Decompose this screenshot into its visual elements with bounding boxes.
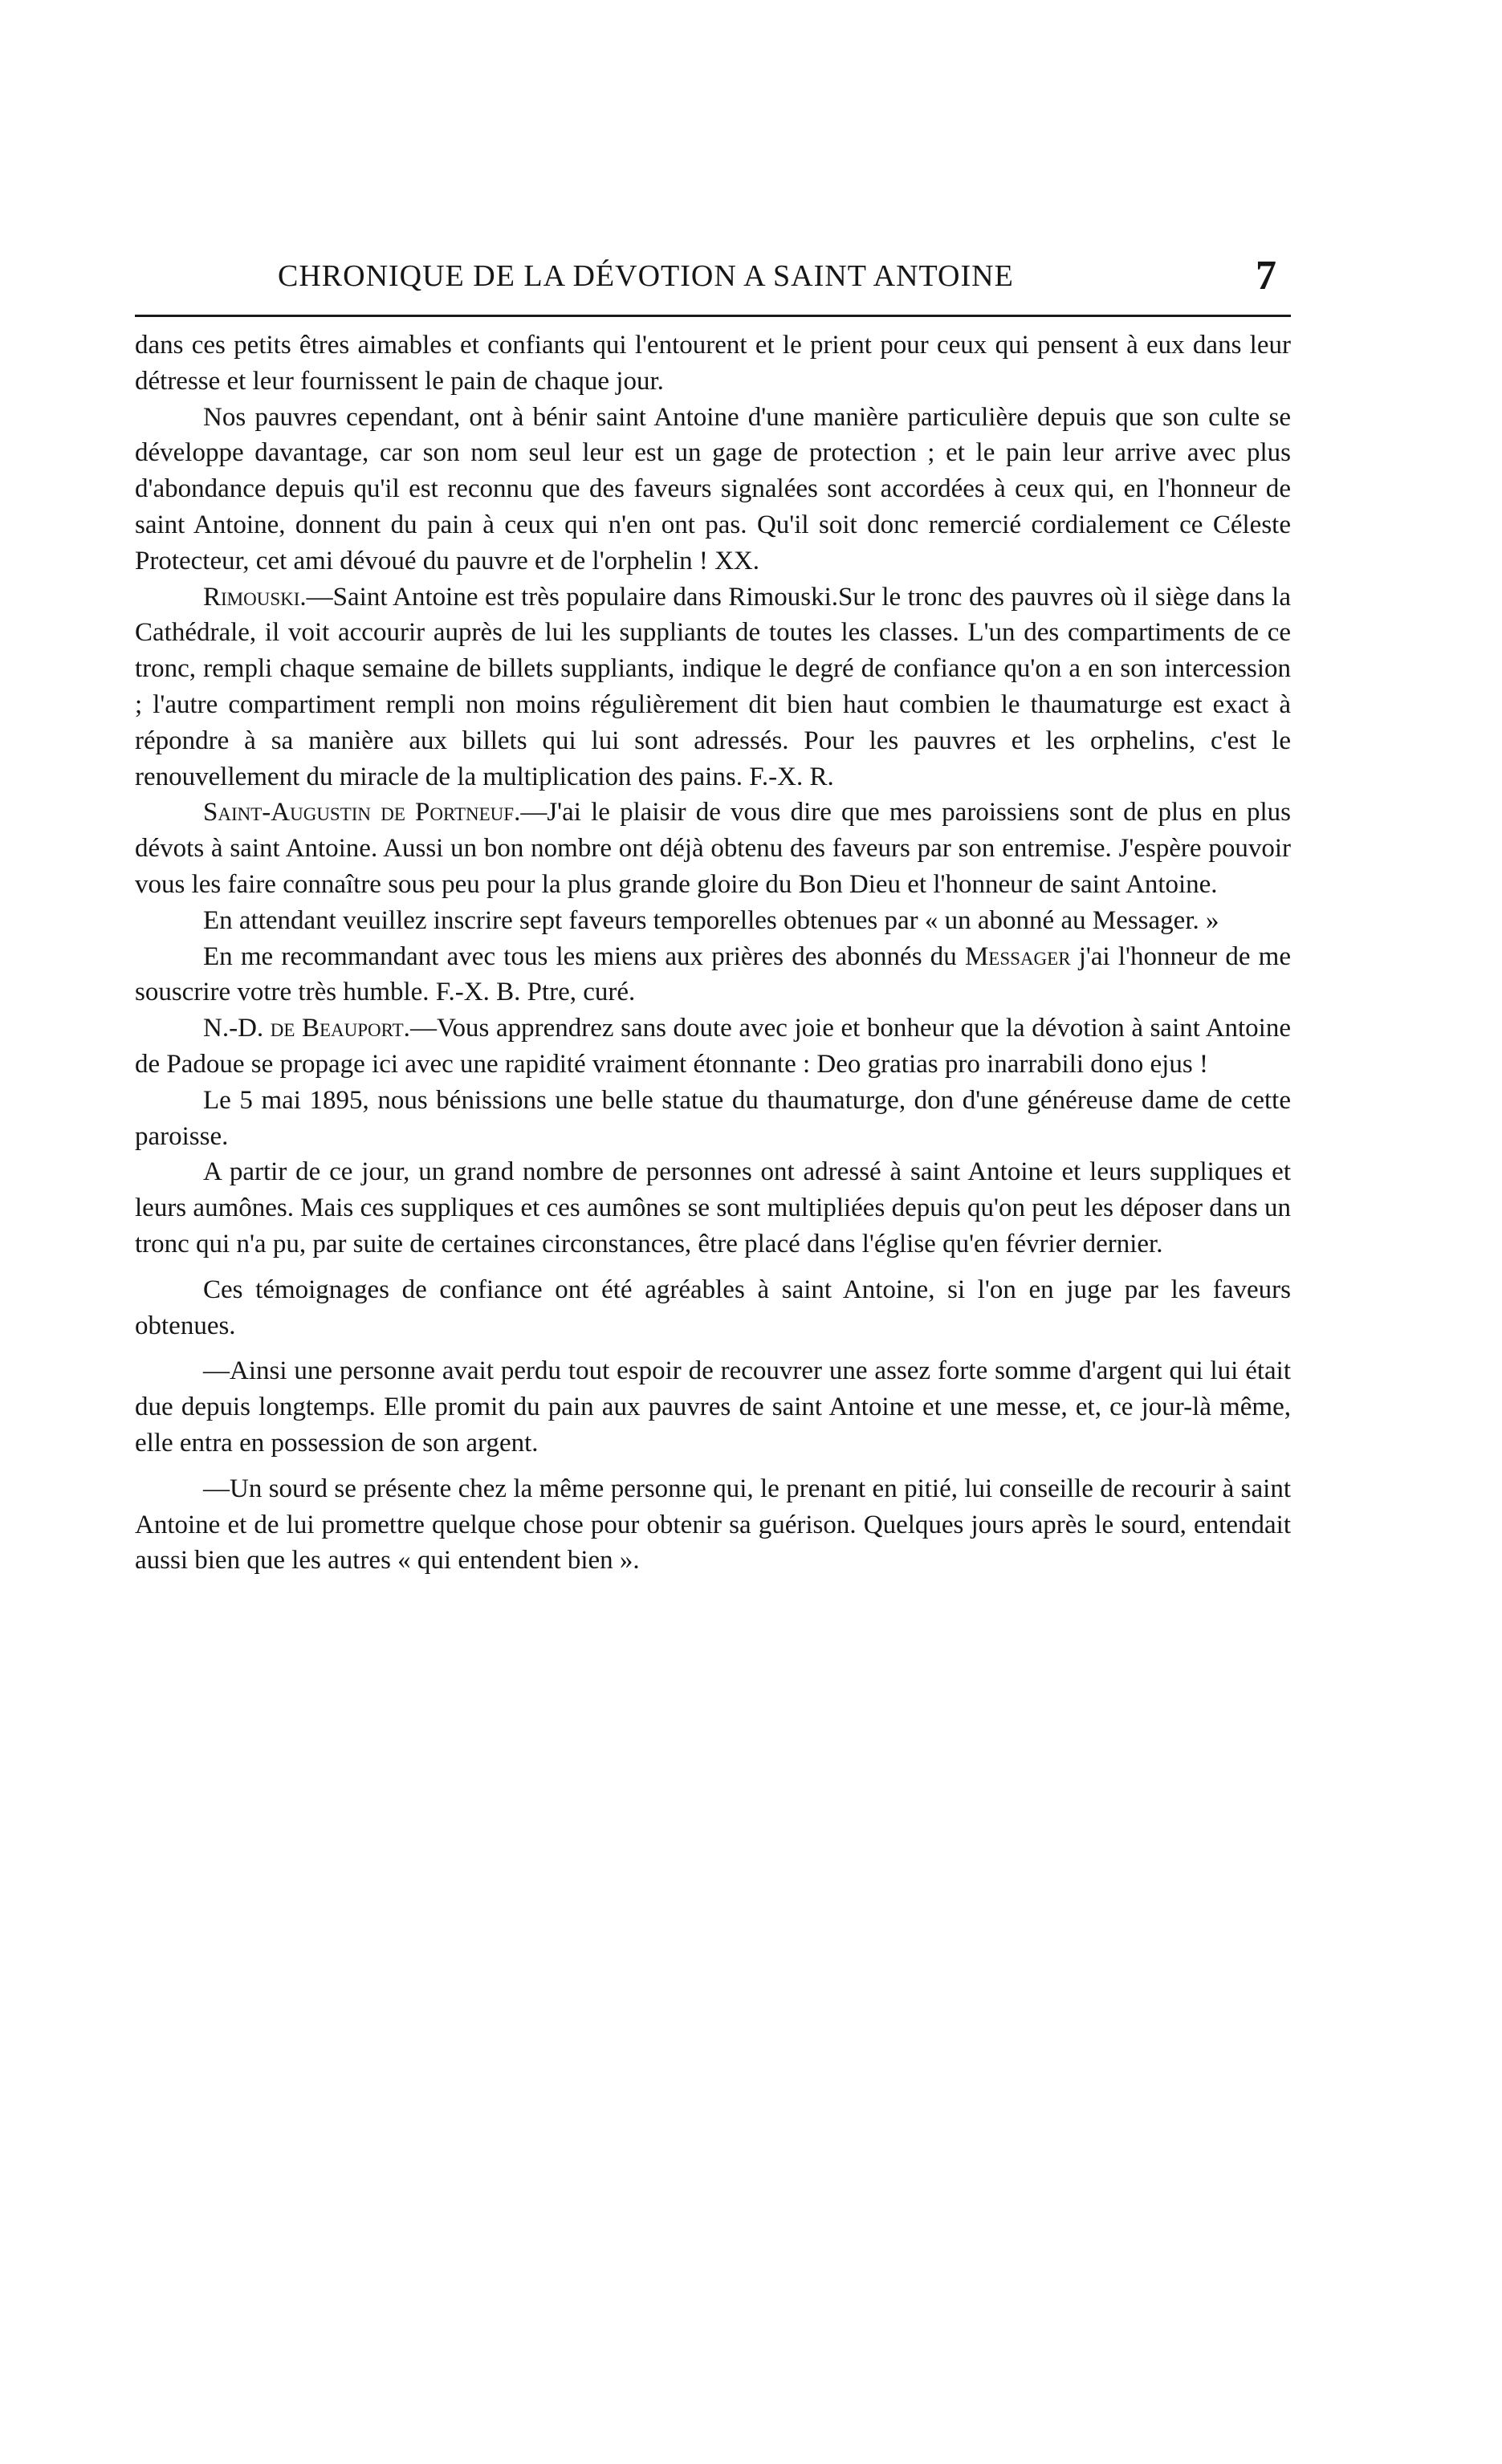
paragraph-beauport: [135, 1010, 1291, 1083]
page-number: 7: [1256, 253, 1276, 299]
paragraph-text: Ces témoignages de confiance ont été agréables à saint Antoine, si l'on en juge par les faveurs obtenues.: [135, 1275, 1291, 1340]
place-name: N.-D. de Beauport.: [203, 1014, 410, 1043]
paragraph: [135, 903, 1291, 939]
article-body: [135, 327, 1291, 1579]
paragraph-text: —Saint Antoine est très populaire dans Rimouski.Sur le tronc des pauvres où il siège dans la Cathédrale, il voit accourir auprès de lui les suppliants de toutes les classes. L'un des compartiments de ce tronc, rempli chaque semaine de billets suppliants, indique le degré de confiance qu'on a en son intercession ; l'autre compartiment rempli non moins régulièrement dit bien haut combien le thaumaturge est exact à répondre à sa manière aux billets qui lui sont adressés. Pour les pauvres et les orphelins, c'est le renouvellement du miracle de la multiplication des pains. F.-X. R.: [135, 582, 1291, 791]
header-rule: [135, 315, 1291, 317]
paragraph-text: En attendant veuillez inscrire sept faveurs temporelles obtenues par « un abonné au Messager. »: [203, 905, 1219, 935]
paragraph-text: dans ces petits êtres aimables et confiants qui l'entourent et le prient pour ceux qui pensent à eux dans leur détresse et leur fournissent le pain de chaque jour.: [135, 331, 1291, 396]
paragraph-signature: [135, 939, 1291, 1011]
paragraph: [135, 1154, 1291, 1262]
paragraph-text: —Vous apprendrez sans doute avec joie et bonheur que la dévotion à saint Antoine de Padoue se propage ici avec une rapidité vraiment étonnante : Deo gratias pro inarrabili dono ejus !: [135, 1014, 1291, 1079]
paragraph: [135, 1353, 1291, 1461]
paragraph-rimouski: [135, 579, 1291, 795]
paragraph: [135, 1272, 1291, 1344]
page-header: [135, 253, 1291, 303]
publication-name: Messager: [964, 941, 1071, 971]
paragraph-text: —J'ai le plaisir de vous dire que mes paroissiens sont de plus en plus dévots à saint Antoine. Aussi un bon nombre ont déjà obtenu des faveurs par son entremise. J'espère pouvoir vous les faire connaître sous peu pour la plus grande gloire du Bon Dieu et l'honneur de saint Antoine.: [135, 798, 1291, 899]
paragraph-text: j'ai l'honneur de me souscrire votre très humble. F.-X. B. Ptre, curé.: [135, 941, 1291, 1007]
running-title: CHRONIQUE DE LA DÉVOTION A SAINT ANTOINE: [278, 259, 1014, 293]
paragraph-text: En me recommandant avec tous les miens aux prières des abonnés du: [203, 941, 965, 971]
paragraph-text: —Un sourd se présente chez la même personne qui, le prenant en pitié, lui conseille de recourir à saint Antoine et de lui promettre quelque chose pour obtenir sa guérison. Quelques jours après le sourd, entendait aussi bien que les autres « qui entendent bien ».: [135, 1474, 1291, 1576]
paragraph-saint-augustin: [135, 795, 1291, 902]
place-name: Saint-Augustin de Portneuf.: [203, 798, 521, 827]
paragraph-text: Nos pauvres cependant, ont à bénir saint Antoine d'une manière particulière depuis que son culte se développe davantage, car son nom seul leur est un gage de protection ; et le pain leur arrive avec plus d'abondance depuis qu'il est reconnu que des faveurs signalées sont accordées à ceux qui, en l'honneur de saint Antoine, donnent du pain à ceux qui n'en ont pas. Qu'il soit donc remercié cordialement ce Céleste Protecteur, cet ami dévoué du pauvre et de l'orphelin ! XX.: [135, 402, 1291, 575]
place-name: Rimouski.: [203, 582, 307, 612]
paragraph-text: A partir de ce jour, un grand nombre de personnes ont adressé à saint Antoine et leurs suppliques et leurs aumônes. Mais ces suppliques et ces aumônes se sont multipliées depuis qu'on peut les déposer dans un tronc qui n'a pu, par suite de certaines circonstances, être placé dans l'église qu'en février dernier.: [135, 1157, 1291, 1258]
paragraph-text: Le 5 mai 1895, nous bénissions une belle statue du thaumaturge, don d'une généreuse dame de cette paroisse.: [135, 1085, 1291, 1151]
paragraph-continuation: [135, 327, 1291, 400]
paragraph: [135, 1083, 1291, 1155]
paragraph-text: —Ainsi une personne avait perdu tout espoir de recouvrer une assez forte somme d'argent qui lui était due depuis longtemps. Elle promit du pain aux pauvres de saint Antoine et une messe, et, ce jour-là même, elle entra en possession de son argent.: [135, 1356, 1291, 1458]
paragraph: [135, 400, 1291, 579]
paragraph: [135, 1471, 1291, 1579]
